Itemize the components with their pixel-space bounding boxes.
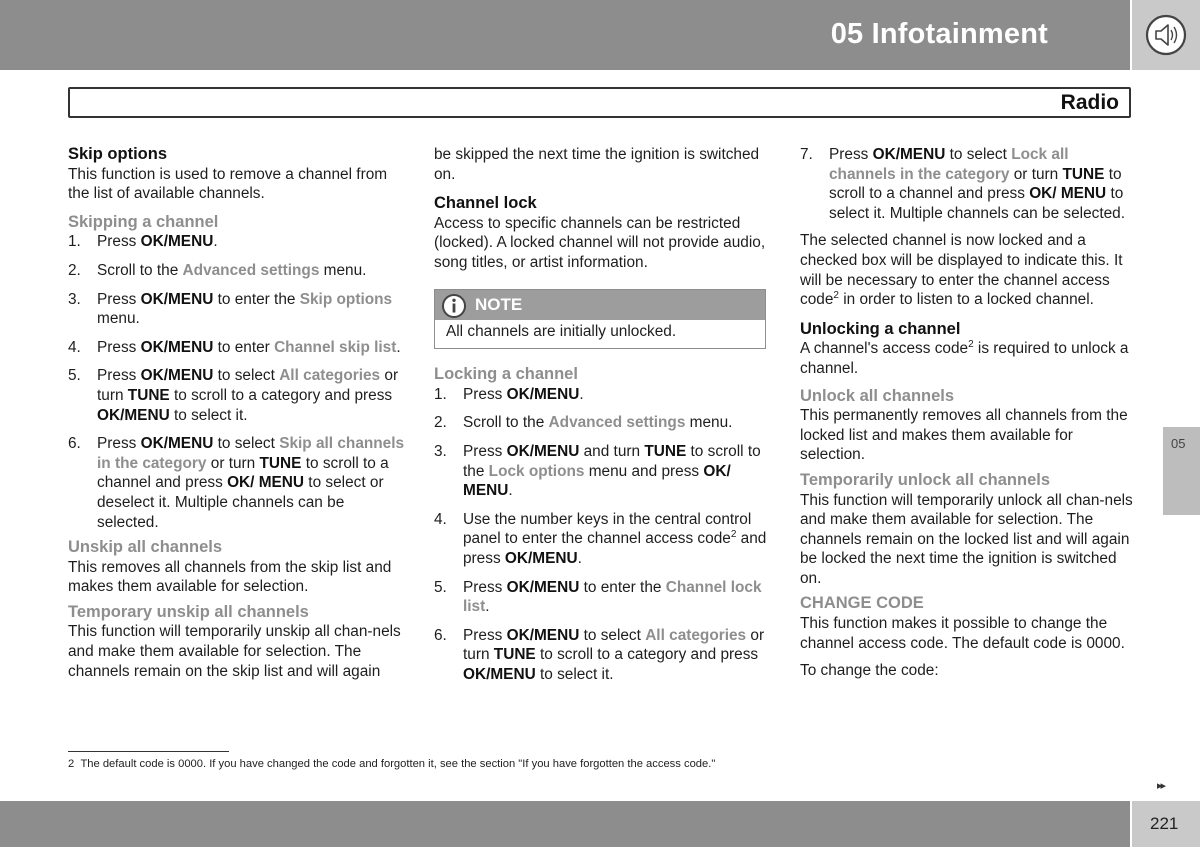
note-body: All channels are initially unlocked. <box>435 320 765 349</box>
skipping-steps-list <box>68 232 408 532</box>
unlock-all-text: This permanently removes all channels from the locked list and makes them available for selection. <box>800 407 1128 464</box>
next-page-arrows: ▸▸ <box>1157 780 1165 792</box>
locking-channel-heading: Locking a channel <box>434 365 578 384</box>
text-run: Scroll to the <box>463 414 549 432</box>
page-number: 221 <box>1150 814 1179 833</box>
bold-term: TUNE <box>493 646 536 664</box>
footnote-rule <box>68 751 229 752</box>
bold-term: TUNE <box>259 454 302 472</box>
locking-steps-continued-list <box>800 145 1135 223</box>
unlock-all-heading: Unlock all channels <box>800 386 955 405</box>
text-run: to select <box>945 146 1012 163</box>
speaker-icon <box>1144 13 1188 57</box>
text-run: or turn <box>463 626 765 664</box>
text-run: . <box>577 549 582 567</box>
text-run: A channel's access code <box>800 340 969 358</box>
temp-unlock-text: This function will temporarily unlock all chan-nels and make them available for selection. The channels remain on the locked list and will again be locked the next time the ignition is switched on. <box>800 491 1133 587</box>
text-run: to scroll to the <box>463 442 761 480</box>
unlocking-channel-heading: Unlocking a channel <box>800 319 961 338</box>
skip-options-intro: This function is used to remove a channel from the list of available channels. <box>68 165 388 203</box>
step-number: 6. <box>68 435 81 453</box>
note-header <box>435 290 765 320</box>
text-run: to select it. <box>535 665 614 683</box>
list-item <box>800 145 1135 223</box>
text-run: and turn <box>579 442 645 460</box>
step-number: 5. <box>434 578 447 596</box>
step-number: 4. <box>68 338 81 356</box>
text-run: to scroll to a category and press <box>169 386 393 404</box>
text-run: Press <box>829 146 873 163</box>
list-item <box>68 232 408 252</box>
unlocking-channel-text <box>800 339 1135 378</box>
text-run: Press <box>463 385 507 403</box>
bold-term: OK/MENU <box>506 385 580 403</box>
bold-term: OK/MENU <box>463 665 536 683</box>
bold-term: OK/ MENU <box>1029 185 1107 203</box>
text-run: Press <box>463 626 507 644</box>
list-item <box>434 413 769 433</box>
note-label: NOTE <box>475 294 523 314</box>
menu-option-term: Lock options <box>488 462 585 480</box>
bold-term: OK/MENU <box>504 549 578 567</box>
chapter-header <box>0 0 1130 70</box>
step-number: 6. <box>434 626 447 644</box>
chapter-icon-box <box>1132 0 1200 70</box>
list-item <box>68 338 408 358</box>
text-run: menu. <box>97 310 140 328</box>
text-run: and press <box>463 530 767 567</box>
text-run: or turn <box>97 367 399 404</box>
bold-term: TUNE <box>1062 165 1105 183</box>
list-item <box>434 626 769 685</box>
bold-term: OK/MENU <box>97 406 170 424</box>
menu-option-term: Advanced settings <box>182 261 320 279</box>
text-run: The selected channel is now locked and a checked box will be displayed to indicate this. It will be necessary to enter the channel access code <box>800 232 1123 309</box>
text-run: Press <box>463 578 507 596</box>
locked-channel-text <box>800 231 1135 309</box>
menu-option-term: Skip options <box>299 290 393 308</box>
change-code-text: This function makes it possible to change the channel access code. The default code is 0000. <box>800 615 1125 652</box>
text-run: to enter <box>213 338 275 356</box>
bold-term: OK/MENU <box>506 442 580 460</box>
menu-option-term: All categories <box>645 626 747 644</box>
info-icon <box>441 293 467 319</box>
list-item <box>68 290 408 329</box>
menu-option-term: All categories <box>279 367 381 385</box>
footnote <box>68 758 715 770</box>
text-run: to enter the <box>579 578 666 596</box>
text-run: or turn <box>1009 165 1063 183</box>
step-number: 4. <box>434 510 447 528</box>
bold-term: OK/MENU <box>140 435 214 453</box>
step-number: 3. <box>68 290 81 308</box>
text-run: to select <box>579 626 646 644</box>
list-item <box>68 366 408 425</box>
text-run: Press <box>97 435 141 453</box>
channel-lock-text: Access to specific channels can be restricted (locked). A locked channel will not provide audio, song titles, or artist information. <box>434 214 766 271</box>
column-1 <box>68 145 408 681</box>
bold-term: OK/ MENU <box>463 462 731 500</box>
continued-text: be skipped the next time the ignition is switched on. <box>434 146 760 183</box>
step-number: 1. <box>68 233 81 251</box>
text-run: in order to listen to a locked channel. <box>838 291 1094 309</box>
text-run: to select it. Multiple channels can be selected. <box>829 185 1126 222</box>
footnote-ref: 2 <box>968 339 974 351</box>
text-run: Press <box>463 442 507 460</box>
text-run: . <box>213 233 218 251</box>
list-item <box>434 385 769 405</box>
footer-bar <box>0 801 1130 847</box>
channel-lock-heading: Channel lock <box>434 194 537 213</box>
step-number: 7. <box>800 146 813 163</box>
text-run: to select <box>213 435 280 453</box>
list-item <box>434 442 769 501</box>
menu-option-term: Lock all channels in the category <box>829 146 1069 183</box>
unskip-all-text: This removes all channels from the skip list and makes them available for selection. <box>68 558 392 596</box>
text-run: to scroll to a channel and press <box>829 165 1122 203</box>
step-number: 2. <box>434 414 447 432</box>
text-run: Press <box>97 367 141 385</box>
note-box <box>434 289 766 350</box>
bold-term: TUNE <box>644 442 687 460</box>
to-change-text: To change the code: <box>800 662 939 680</box>
text-run: Scroll to the <box>97 261 183 279</box>
skipping-channel-heading: Skipping a channel <box>68 212 219 231</box>
text-run: or turn <box>206 454 260 472</box>
text-run: . <box>508 482 513 500</box>
chapter-tab-label: 05 <box>1171 436 1186 451</box>
text-run: to select <box>213 367 280 385</box>
footnote-ref: 2 <box>833 290 839 302</box>
bold-term: OK/MENU <box>140 290 214 308</box>
text-run: Press <box>97 233 141 251</box>
menu-option-term: Channel skip list <box>274 338 397 356</box>
menu-option-term: Channel lock list <box>463 578 762 616</box>
text-run: to scroll to a channel and press <box>97 454 389 492</box>
bold-term: TUNE <box>127 386 170 404</box>
bold-term: OK/MENU <box>140 233 214 251</box>
step-number: 2. <box>68 261 81 279</box>
footnote-ref: 2 <box>730 529 737 541</box>
chapter-tab <box>1163 427 1200 515</box>
text-run: is required to unlock a channel. <box>800 340 1129 377</box>
column-3 <box>800 145 1135 681</box>
step-number: 1. <box>434 385 447 403</box>
bold-term: OK/MENU <box>872 146 946 163</box>
bold-term: OK/MENU <box>140 338 214 356</box>
text-run: . <box>485 598 490 616</box>
text-run: to select or deselect it. Multiple channels can be selected. <box>97 474 384 531</box>
step-number: 5. <box>68 367 81 385</box>
text-run: menu and press <box>584 462 704 480</box>
menu-option-term: Advanced settings <box>548 414 686 432</box>
temp-unskip-heading: Temporary unskip all channels <box>68 602 309 621</box>
text-run: Press <box>97 290 141 308</box>
menu-option-term: Skip all channels in the category <box>97 435 405 472</box>
chapter-title: 05 Infotainment <box>830 18 1048 50</box>
text-run: to enter the <box>213 290 300 308</box>
section-title: Radio <box>1060 91 1119 114</box>
text-run: to scroll to a category and press <box>535 646 759 664</box>
list-item <box>68 261 408 281</box>
column-2 <box>434 145 769 684</box>
footnote-text: The default code is 0000. If you have changed the code and forgotten it, see the section "If you have forgotten the access code." <box>80 758 716 770</box>
section-title-bar <box>68 87 1131 118</box>
list-item <box>434 578 769 617</box>
list-item <box>434 510 769 569</box>
text-run: menu. <box>319 261 367 279</box>
text-run: . <box>396 338 401 356</box>
text-run: menu. <box>685 414 733 432</box>
list-item <box>68 434 408 532</box>
footnote-mark: 2 <box>68 758 75 770</box>
page-number-box <box>1132 801 1200 847</box>
bold-term: OK/MENU <box>140 367 214 385</box>
text-run: to select it. <box>169 406 248 424</box>
temp-unlock-heading: Temporarily unlock all channels <box>800 470 1051 489</box>
bold-term: OK/ MENU <box>227 474 305 492</box>
text-run: Press <box>97 338 141 356</box>
text-run: . <box>579 385 584 403</box>
temp-unskip-text: This function will temporarily unskip all chan-nels and make them available for selection. The channels remain on the skip list and will again <box>68 623 401 680</box>
skip-options-heading: Skip options <box>68 145 167 163</box>
unskip-all-heading: Unskip all channels <box>68 538 223 557</box>
locking-steps-list <box>434 385 769 685</box>
step-number: 3. <box>434 442 447 460</box>
bold-term: OK/MENU <box>506 626 580 644</box>
text-run: Use the number keys in the central control panel to enter the channel access code <box>463 510 752 548</box>
change-code-heading: CHANGE CODE <box>800 594 924 613</box>
bold-term: OK/MENU <box>506 578 580 596</box>
